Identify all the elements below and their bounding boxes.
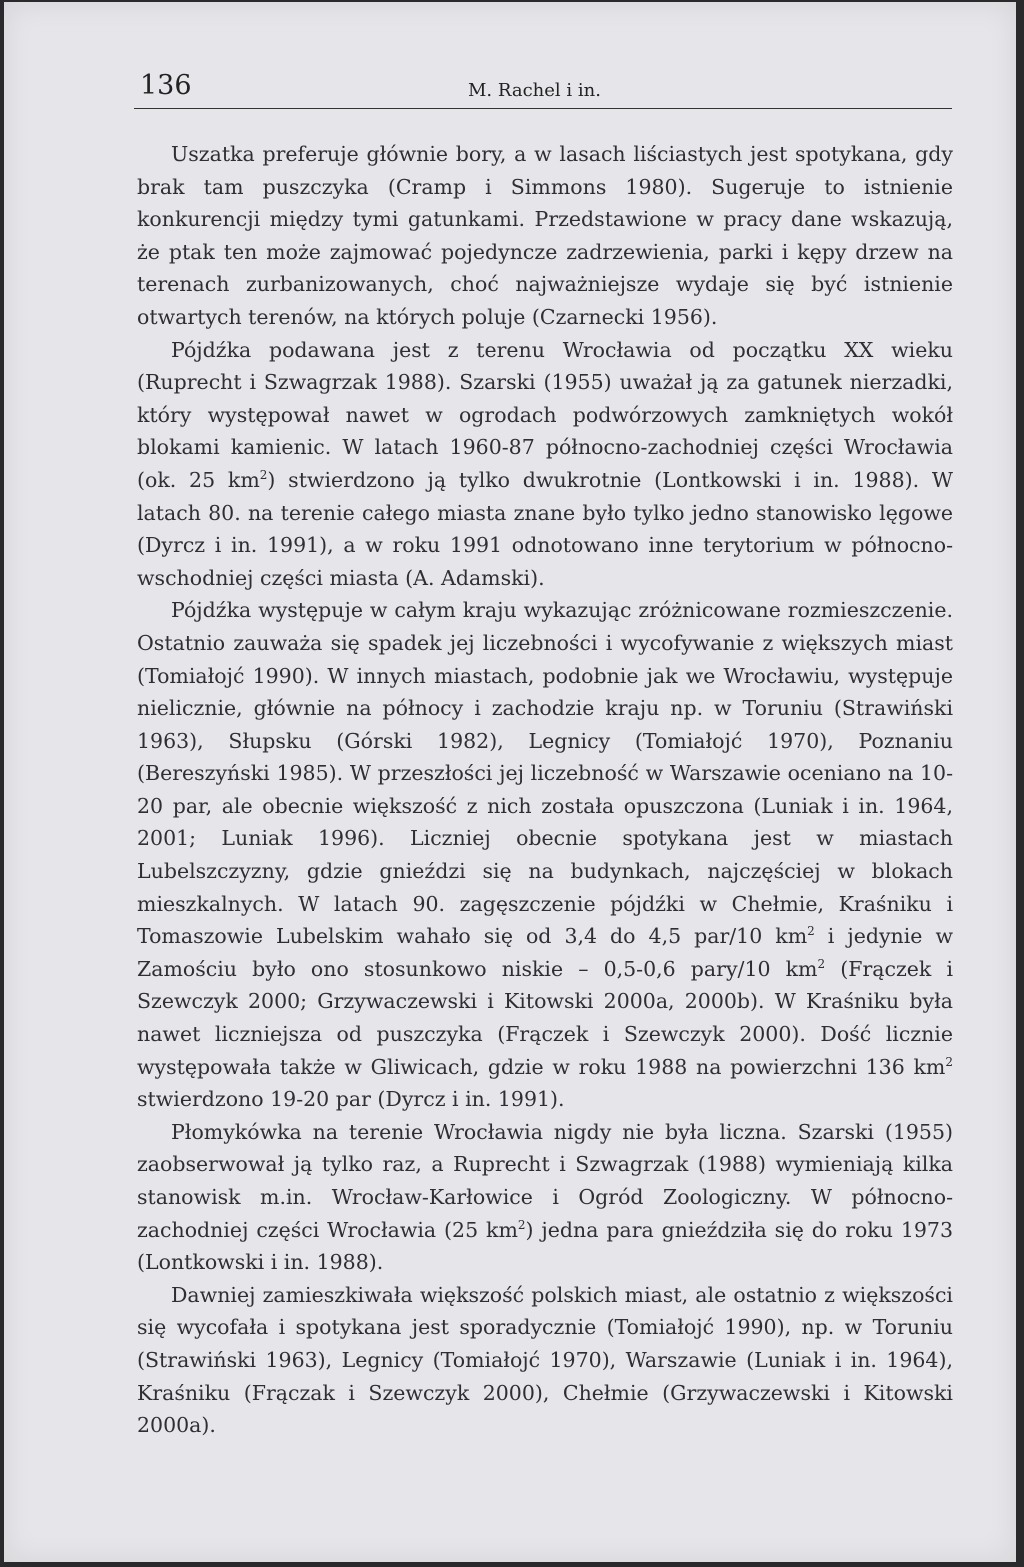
text-segment: (Frączek i Szewczyk 2000; Grzywaczewski i Kitowski 2000a, 2000b). W Kraśniku była nawet liczniejsza od puszczyka (Frączek i Szewczyk 2000). Dość licznie występowała także w Gliwicach, gdzie w roku 1988 na powierzchni 136 km xyxy=(137,956,953,1079)
text-segment: Dawniej zamieszkiwała większość polskich miast, ale ostatnio z większości się wycofała i spotykana jest sporadycznie (Tomiałojć 1990), np. w Toruniu (Strawiński 1963), Legnicy (Tomiałojć 1970), Warszawie (Luniak i in. 1964), Kraśniku (Frączak i Szewczyk 2000), Chełmie (Grzywaczewski i Kitowski 2000a). xyxy=(137,1282,953,1438)
superscript: 2 xyxy=(945,1054,953,1069)
text-segment: i jedynie w Zamościu było ono stosunkowo niskie – 0,5-0,6 pary/10 km xyxy=(137,924,953,981)
book-page xyxy=(4,2,1016,1562)
paragraph xyxy=(137,1279,953,1442)
paragraph xyxy=(137,594,953,1116)
superscript: 2 xyxy=(817,957,826,972)
paragraph xyxy=(137,138,953,334)
text-segment: ) jedna para gnieździła się do roku 1973 (Lontkowski i in. 1988). xyxy=(137,1217,953,1275)
page-header xyxy=(134,68,952,109)
page-number: 136 xyxy=(140,70,192,101)
text-segment: Pójdźka podawana jest z terenu Wrocławia od początku XX wieku (Ruprecht i Szwagrzak 1988). Szarski (1955) uważał ją za gatunek nierzadki, który występował nawet w ogrodach podwórzowych zamkniętych wokół blokami kamienic. W latach 1960-87 północno-zachodniej części Wrocławia (ok. 25 km xyxy=(137,337,953,492)
text-segment: Pójdźka występuje w całym kraju wykazując zróżnicowane rozmieszczenie. Ostatnio zauważa się spadek jej liczebności i wycofywanie z większych miast (Tomiałojć 1990). W innych miastach, podobnie jak we Wrocławiu, występuje nielicznie, głównie na północy i zachodzie kraju np. w Toruniu (Strawiński 1963), Słupsku (Górski 1982), Legnicy (Tomiałojć 1970), Poznaniu (Bereszyński 1985). W przeszłości jej liczebność w Warszawie oceniano na 10-20 par, ale obecnie większość z nich została opuszczona (Luniak i in. 1964, 2001; Luniak 1996). Liczniej obecnie spotykana jest w miastach Lubelszczyzny, gdzie gnieździ się na budynkach, najczęściej w blokach mieszkalnych. W latach 90. zagęszczenie pójdźki w Chełmie, Kraśniku i Tomaszowie Lubelskim wahało się od 3,4 do 4,5 par/10 km xyxy=(137,598,953,949)
text-segment: Płomykówka na terenie Wrocławia nigdy nie była liczna. Szarski (1955) zaobserwował ją tylko raz, a Ruprecht i Szwagrzak (1988) wymieniają kilka stanowisk m.in. Wrocław-Karłowice i Ogród Zoologiczny. W północno-zachodniej części Wrocławia (25 km xyxy=(137,1119,953,1242)
text-segment: Uszatka preferuje głównie bory, a w lasach liściastych jest spotykana, gdy brak tam puszczyka (Cramp i Simmons 1980). Sugeruje to istnienie konkurencji między tymi gatunkami. Przedstawione w pracy dane wskazują, że ptak ten może zajmować pojedyncze zadrzewienia, parki i kępy drzew na terenach zurbanizowanych, choć najważniejsze wydaje się być istnienie otwartych terenów, na których poluje (Czarnecki 1956). xyxy=(137,142,953,329)
body-text xyxy=(137,138,953,1442)
running-head: M. Rachel i in. xyxy=(468,80,601,101)
text-segment: ) stwierdzono ją tylko dwukrotnie (Lontkowski i in. 1988). W latach 80. na terenie całego miasta znane było tylko jedno stanowisko lęgowe (Dyrcz i in. 1991), a w roku 1991 odnotowano inne terytorium w północno-wschodniej części miasta (A. Adamski). xyxy=(137,467,953,590)
paragraph xyxy=(137,1116,953,1279)
superscript: 2 xyxy=(517,1217,526,1232)
superscript: 2 xyxy=(807,924,815,939)
superscript: 2 xyxy=(259,468,268,483)
paragraph xyxy=(137,334,953,595)
text-segment: stwierdzono 19-20 par (Dyrcz i in. 1991). xyxy=(137,1087,565,1112)
